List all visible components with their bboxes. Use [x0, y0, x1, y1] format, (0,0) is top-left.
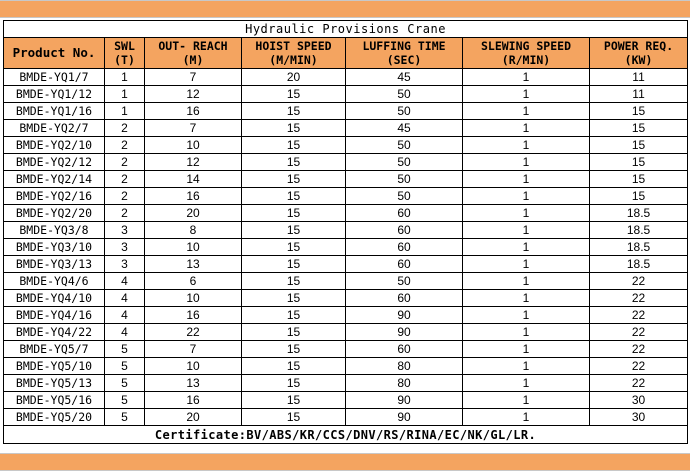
cell-swl: 5 [105, 358, 145, 375]
cell-power-req: 18.5 [590, 239, 688, 256]
table-row [4, 239, 688, 256]
table-row [4, 103, 688, 120]
cell-power-req: 30 [590, 409, 688, 426]
cell-power-req: 22 [590, 290, 688, 307]
cell-product-no: BMDE-YQ4/22 [4, 324, 105, 341]
header-slewing-speed: SLEWING SPEED (R/MIN) [463, 38, 590, 69]
cell-out-reach: 10 [145, 137, 242, 154]
cell-out-reach: 7 [145, 341, 242, 358]
header-swl: SWL (T) [105, 38, 145, 69]
cell-swl: 3 [105, 239, 145, 256]
cell-luffing-time: 90 [346, 324, 463, 341]
cell-hoist-speed: 15 [242, 341, 346, 358]
cell-power-req: 22 [590, 307, 688, 324]
table-row [4, 222, 688, 239]
cell-slewing-speed: 1 [463, 69, 590, 86]
cell-slewing-speed: 1 [463, 205, 590, 222]
cell-slewing-speed: 1 [463, 273, 590, 290]
cell-slewing-speed: 1 [463, 290, 590, 307]
header-power-req: POWER REQ. (KW) [590, 38, 688, 69]
table-row [4, 324, 688, 341]
cell-out-reach: 16 [145, 392, 242, 409]
table-title-row [4, 21, 688, 38]
cell-hoist-speed: 15 [242, 154, 346, 171]
cell-product-no: BMDE-YQ4/16 [4, 307, 105, 324]
cell-luffing-time: 45 [346, 120, 463, 137]
table-row [4, 409, 688, 426]
cell-slewing-speed: 1 [463, 256, 590, 273]
cell-product-no: BMDE-YQ5/20 [4, 409, 105, 426]
cell-luffing-time: 60 [346, 205, 463, 222]
cell-product-no: BMDE-YQ2/7 [4, 120, 105, 137]
cell-slewing-speed: 1 [463, 103, 590, 120]
table-row [4, 86, 688, 103]
top-orange-band [0, 0, 690, 18]
cell-power-req: 15 [590, 188, 688, 205]
cell-hoist-speed: 15 [242, 103, 346, 120]
cell-luffing-time: 45 [346, 69, 463, 86]
cell-out-reach: 14 [145, 171, 242, 188]
cell-swl: 2 [105, 205, 145, 222]
cell-power-req: 22 [590, 273, 688, 290]
table-row [4, 137, 688, 154]
certificate-text: Certificate:BV/ABS/KR/CCS/DNV/RS/RINA/EC/NK/GL/LR. [4, 426, 688, 444]
cell-power-req: 22 [590, 375, 688, 392]
cell-swl: 5 [105, 375, 145, 392]
bottom-orange-band [0, 453, 690, 471]
cell-hoist-speed: 15 [242, 409, 346, 426]
table-row [4, 154, 688, 171]
cell-slewing-speed: 1 [463, 188, 590, 205]
cell-swl: 2 [105, 137, 145, 154]
cell-hoist-speed: 20 [242, 69, 346, 86]
header-row [4, 38, 688, 69]
cell-product-no: BMDE-YQ3/13 [4, 256, 105, 273]
cell-slewing-speed: 1 [463, 171, 590, 188]
cell-luffing-time: 80 [346, 375, 463, 392]
cell-power-req: 22 [590, 324, 688, 341]
cell-hoist-speed: 15 [242, 188, 346, 205]
table-row [4, 341, 688, 358]
table-row [4, 375, 688, 392]
cell-product-no: BMDE-YQ5/10 [4, 358, 105, 375]
cell-out-reach: 20 [145, 409, 242, 426]
cell-luffing-time: 50 [346, 171, 463, 188]
cell-luffing-time: 60 [346, 256, 463, 273]
cell-product-no: BMDE-YQ5/16 [4, 392, 105, 409]
cell-luffing-time: 60 [346, 222, 463, 239]
cell-luffing-time: 50 [346, 273, 463, 290]
cell-luffing-time: 50 [346, 188, 463, 205]
cell-product-no: BMDE-YQ1/7 [4, 69, 105, 86]
cell-power-req: 15 [590, 120, 688, 137]
cell-slewing-speed: 1 [463, 120, 590, 137]
cell-product-no: BMDE-YQ2/10 [4, 137, 105, 154]
cell-swl: 2 [105, 171, 145, 188]
cell-luffing-time: 50 [346, 86, 463, 103]
cell-slewing-speed: 1 [463, 307, 590, 324]
cell-power-req: 30 [590, 392, 688, 409]
cell-luffing-time: 60 [346, 290, 463, 307]
cell-swl: 2 [105, 120, 145, 137]
cell-luffing-time: 50 [346, 137, 463, 154]
cell-out-reach: 10 [145, 290, 242, 307]
table-row [4, 120, 688, 137]
cell-product-no: BMDE-YQ2/20 [4, 205, 105, 222]
cell-power-req: 22 [590, 341, 688, 358]
table-row [4, 358, 688, 375]
cell-swl: 5 [105, 341, 145, 358]
cell-luffing-time: 90 [346, 409, 463, 426]
cell-swl: 4 [105, 273, 145, 290]
cell-hoist-speed: 15 [242, 290, 346, 307]
table-row [4, 307, 688, 324]
table-row [4, 188, 688, 205]
cell-slewing-speed: 1 [463, 239, 590, 256]
table-title: Hydraulic Provisions Crane [4, 21, 688, 38]
cell-hoist-speed: 15 [242, 256, 346, 273]
cell-swl: 2 [105, 154, 145, 171]
cell-product-no: BMDE-YQ5/13 [4, 375, 105, 392]
cell-hoist-speed: 15 [242, 86, 346, 103]
cell-luffing-time: 60 [346, 239, 463, 256]
cell-slewing-speed: 1 [463, 324, 590, 341]
cell-hoist-speed: 15 [242, 392, 346, 409]
cell-out-reach: 20 [145, 205, 242, 222]
table-row [4, 256, 688, 273]
table-row [4, 205, 688, 222]
cell-power-req: 15 [590, 154, 688, 171]
cell-slewing-speed: 1 [463, 409, 590, 426]
cell-hoist-speed: 15 [242, 137, 346, 154]
cell-out-reach: 10 [145, 239, 242, 256]
cell-hoist-speed: 15 [242, 205, 346, 222]
cell-product-no: BMDE-YQ4/10 [4, 290, 105, 307]
cell-slewing-speed: 1 [463, 375, 590, 392]
cell-swl: 1 [105, 86, 145, 103]
cell-out-reach: 13 [145, 256, 242, 273]
cell-power-req: 18.5 [590, 256, 688, 273]
cell-power-req: 18.5 [590, 205, 688, 222]
cell-hoist-speed: 15 [242, 120, 346, 137]
cell-out-reach: 8 [145, 222, 242, 239]
table-body [4, 69, 688, 426]
cell-power-req: 22 [590, 358, 688, 375]
cell-swl: 3 [105, 222, 145, 239]
cell-swl: 5 [105, 409, 145, 426]
table-row [4, 171, 688, 188]
cell-luffing-time: 80 [346, 358, 463, 375]
header-product-no: Product No. [4, 38, 105, 69]
cell-power-req: 15 [590, 103, 688, 120]
cell-hoist-speed: 15 [242, 324, 346, 341]
table-row [4, 392, 688, 409]
cell-product-no: BMDE-YQ2/12 [4, 154, 105, 171]
cell-product-no: BMDE-YQ5/7 [4, 341, 105, 358]
cell-luffing-time: 90 [346, 392, 463, 409]
cell-slewing-speed: 1 [463, 222, 590, 239]
header-hoist-speed: HOIST SPEED (M/MIN) [242, 38, 346, 69]
cell-hoist-speed: 15 [242, 273, 346, 290]
table-row [4, 273, 688, 290]
cell-slewing-speed: 1 [463, 341, 590, 358]
table-row [4, 69, 688, 86]
cell-product-no: BMDE-YQ2/16 [4, 188, 105, 205]
cell-swl: 4 [105, 324, 145, 341]
cell-slewing-speed: 1 [463, 154, 590, 171]
cell-hoist-speed: 15 [242, 239, 346, 256]
cell-slewing-speed: 1 [463, 86, 590, 103]
certificate-row [4, 426, 688, 444]
header-luffing-time: LUFFING TIME (SEC) [346, 38, 463, 69]
cell-product-no: BMDE-YQ1/16 [4, 103, 105, 120]
cell-power-req: 11 [590, 69, 688, 86]
cell-product-no: BMDE-YQ1/12 [4, 86, 105, 103]
cell-hoist-speed: 15 [242, 171, 346, 188]
cell-luffing-time: 50 [346, 103, 463, 120]
cell-out-reach: 16 [145, 307, 242, 324]
cell-swl: 4 [105, 290, 145, 307]
cell-out-reach: 12 [145, 154, 242, 171]
cell-out-reach: 6 [145, 273, 242, 290]
cell-swl: 2 [105, 188, 145, 205]
crane-spec-table [3, 20, 688, 444]
cell-out-reach: 22 [145, 324, 242, 341]
cell-luffing-time: 60 [346, 341, 463, 358]
cell-product-no: BMDE-YQ4/6 [4, 273, 105, 290]
cell-swl: 4 [105, 307, 145, 324]
cell-out-reach: 10 [145, 358, 242, 375]
table-row [4, 290, 688, 307]
cell-hoist-speed: 15 [242, 222, 346, 239]
cell-swl: 3 [105, 256, 145, 273]
cell-slewing-speed: 1 [463, 137, 590, 154]
cell-luffing-time: 90 [346, 307, 463, 324]
cell-hoist-speed: 15 [242, 307, 346, 324]
cell-out-reach: 12 [145, 86, 242, 103]
cell-swl: 1 [105, 69, 145, 86]
cell-hoist-speed: 15 [242, 375, 346, 392]
cell-power-req: 11 [590, 86, 688, 103]
cell-product-no: BMDE-YQ3/10 [4, 239, 105, 256]
cell-slewing-speed: 1 [463, 392, 590, 409]
cell-hoist-speed: 15 [242, 358, 346, 375]
cell-out-reach: 7 [145, 120, 242, 137]
cell-product-no: BMDE-YQ3/8 [4, 222, 105, 239]
cell-out-reach: 16 [145, 103, 242, 120]
cell-out-reach: 13 [145, 375, 242, 392]
cell-power-req: 15 [590, 171, 688, 188]
cell-swl: 5 [105, 392, 145, 409]
cell-swl: 1 [105, 103, 145, 120]
cell-luffing-time: 50 [346, 154, 463, 171]
header-out-reach: OUT- REACH (M) [145, 38, 242, 69]
cell-slewing-speed: 1 [463, 358, 590, 375]
cell-power-req: 15 [590, 137, 688, 154]
cell-product-no: BMDE-YQ2/14 [4, 171, 105, 188]
cell-out-reach: 7 [145, 69, 242, 86]
cell-out-reach: 16 [145, 188, 242, 205]
cell-power-req: 18.5 [590, 222, 688, 239]
